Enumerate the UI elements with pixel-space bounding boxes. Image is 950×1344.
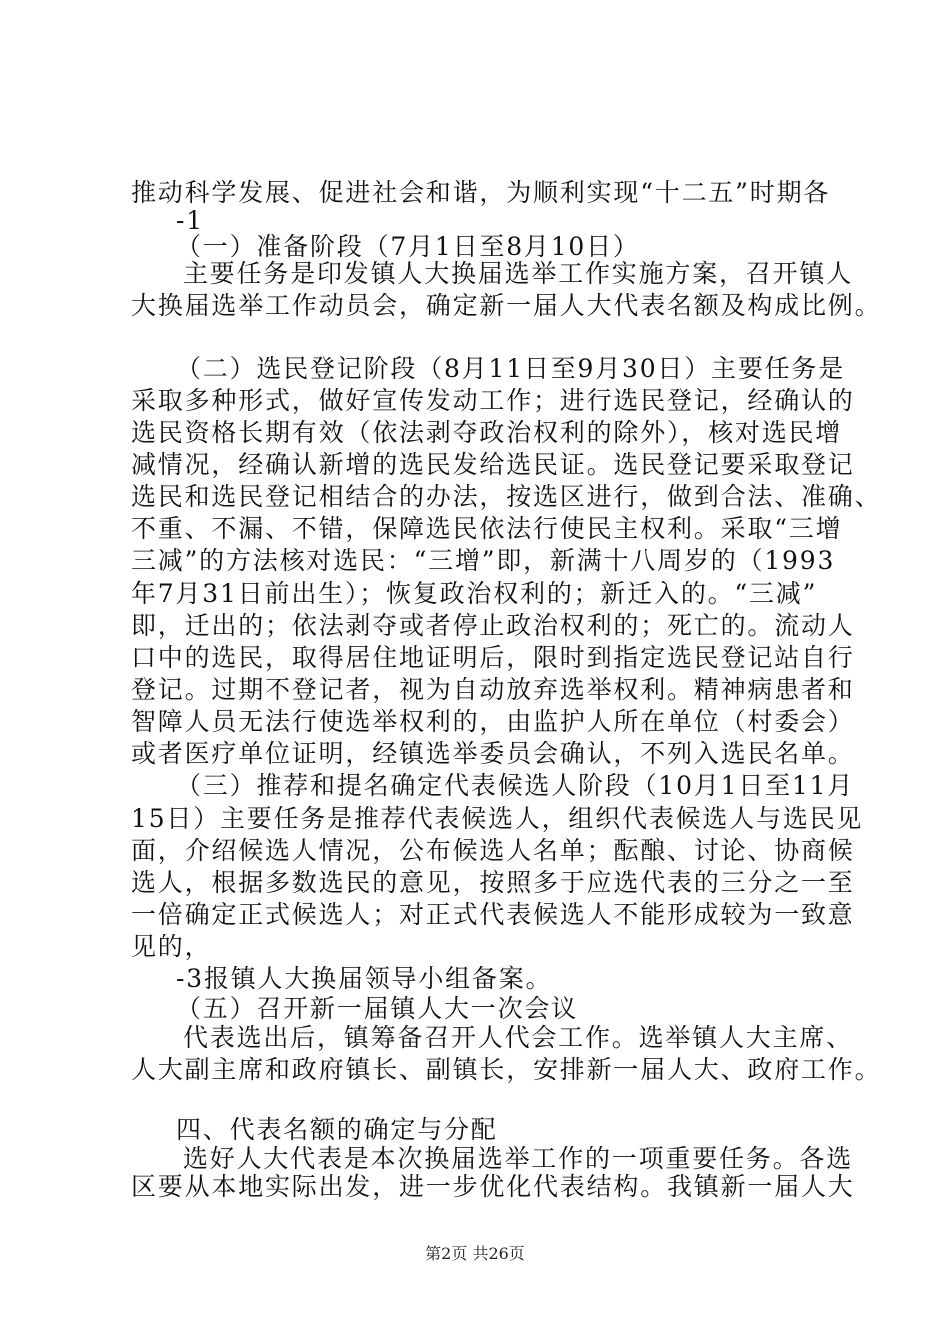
text-line: 选好人大代表是本次换届选举工作的一项重要任务。各选 [183, 1143, 854, 1173]
text-line: 智障人员无法行使选举权利的，由监护人所在单位（村委会） [131, 707, 855, 737]
text-line: 代表选出后，镇筹备召开人代会工作。选举镇人大主席、 [183, 1022, 854, 1052]
text-line: 不重、不漏、不错，保障选民依法行使民主权利。采取“三增 [131, 514, 843, 544]
text-line: 选人，根据多数选民的意见，按照多于应选代表的三分之一至 [131, 867, 855, 897]
text-line: （三）推荐和提名确定代表候选人阶段（10月1日至11月 [176, 771, 855, 801]
text-line: 主要任务是印发镇人大换届选举工作实施方案，召开镇人 [183, 259, 854, 289]
text-line: -1 [176, 206, 204, 236]
section-heading: （一）准备阶段（7月1日至8月10日） [176, 231, 640, 261]
text-line: 口中的选民，取得居住地证明后，限时到指定选民登记站自行 [131, 642, 855, 672]
text-line: 或者医疗单位证明，经镇选举委员会确认，不列入选民名单。 [131, 739, 855, 769]
text-line: 推动科学发展、促进社会和谐，为顺利实现“十二五”时期各 [131, 178, 831, 207]
text-line: 登记。过期不登记者，视为自动放弃选举权利。精神病患者和 [131, 675, 855, 704]
text-line: 一倍确定正式候选人；对正式代表候选人不能形成较为一致意 [131, 899, 855, 929]
text-line: 见的， [131, 932, 212, 961]
text-line: 选民资格长期有效（依法剥夺政治权利的除外），核对选民增 [131, 417, 843, 447]
section-heading: （五）召开新一届镇人大一次会议 [176, 994, 579, 1024]
text-line: -3报镇人大换届领导小组备案。 [176, 964, 553, 994]
text-line: 选民和选民登记相结合的办法，按选区进行，做到合法、准确、 [131, 482, 882, 512]
text-line: 减情况，经确认新增的选民发给选民证。选民登记要采取登记 [131, 450, 855, 480]
text-line: 大换届选举工作动员会，确定新一届人大代表名额及构成比例。 [131, 291, 882, 321]
text-line: 区要从本地实际出发，进一步优化代表结构。我镇新一届人大 [131, 1172, 855, 1201]
text-line: 人大副主席和政府镇长、副镇长，安排新一届人大、政府工作。 [131, 1054, 882, 1084]
text-line: 年7月31日前出生）；恢复政治权利的；新迁入的。“三减” [131, 578, 818, 608]
section-heading: 四、代表名额的确定与分配 [176, 1115, 498, 1145]
text-line: （二）选民登记阶段（8月11日至9月30日）主要任务是 [176, 353, 846, 383]
text-line: 即，迁出的；依法剥夺或者停止政治权利的；死亡的。流动人 [131, 610, 855, 640]
text-line: 15日）主要任务是推荐代表候选人，组织代表候选人与选民见 [131, 803, 864, 833]
text-line: 面，介绍候选人情况，公布候选人名单；酝酿、讨论、协商候 [131, 835, 855, 865]
text-line: 三减”的方法核对选民：“三增”即，新满十八周岁的（1993 [131, 546, 836, 576]
text-line: 采取多种形式，做好宣传发动工作；进行选民登记，经确认的 [131, 385, 855, 415]
page-footer: 第2页 共26页 [425, 1244, 525, 1263]
